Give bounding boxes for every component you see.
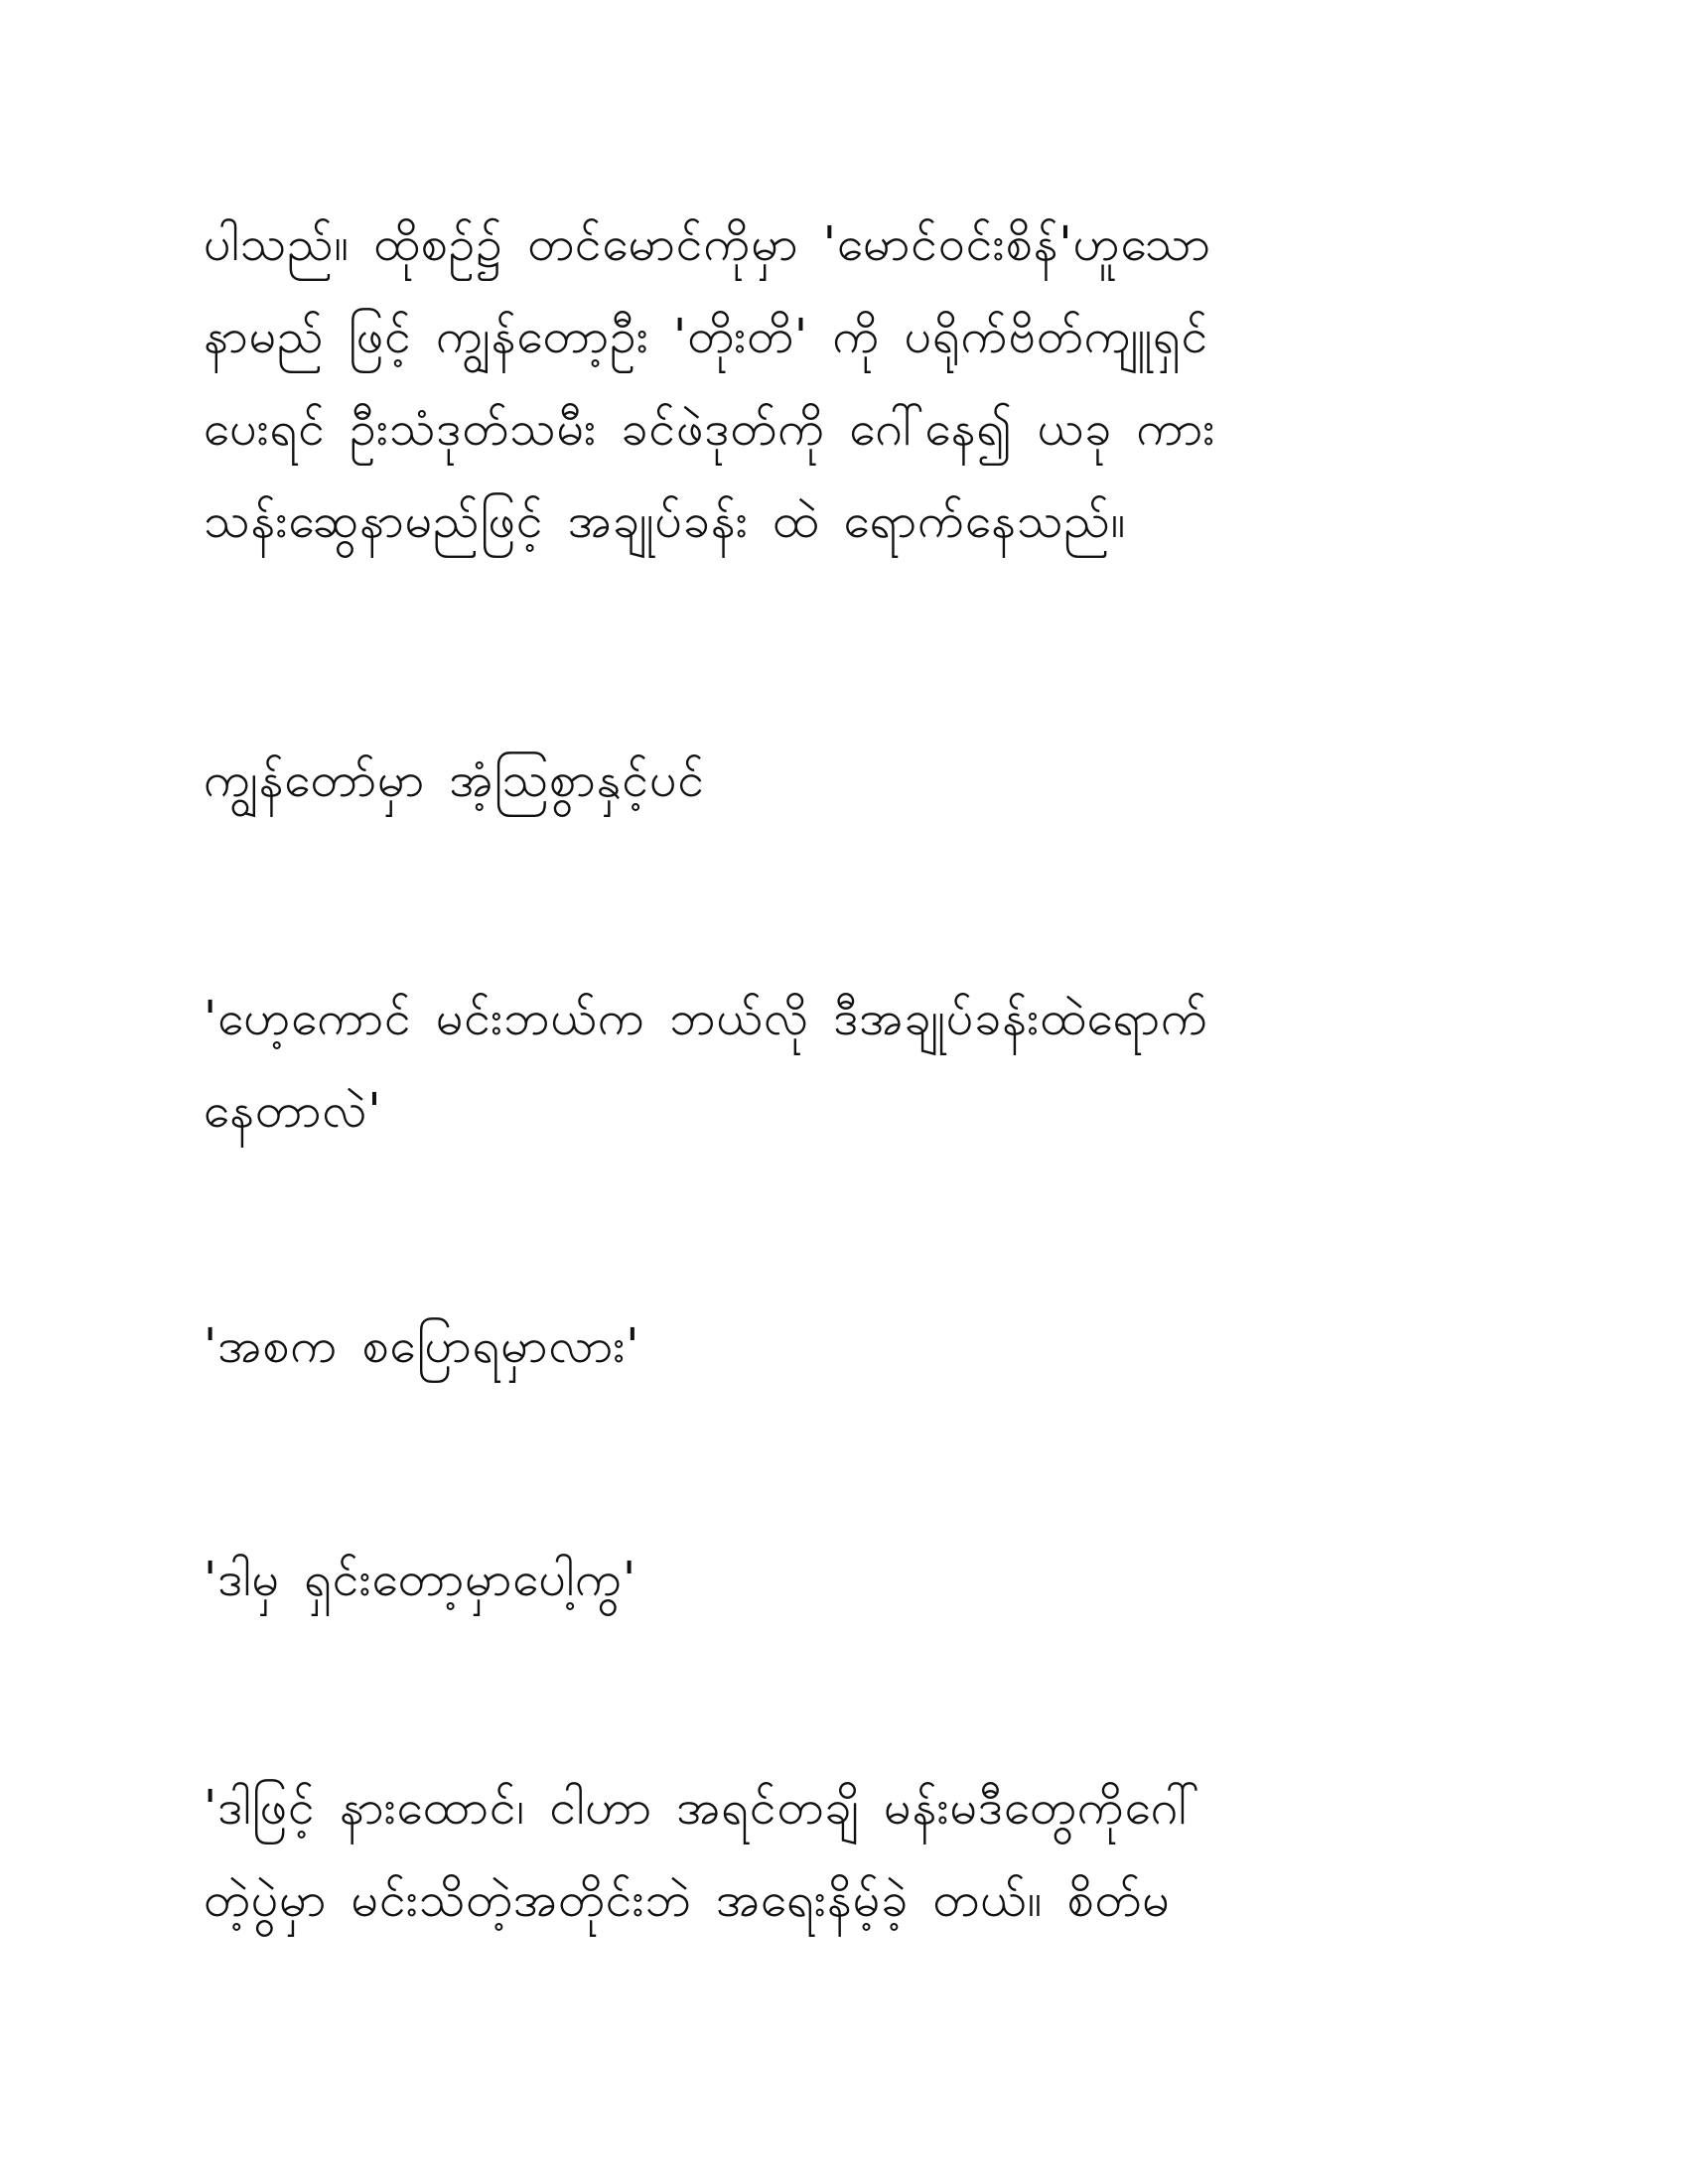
text-line: တဲ့ပွဲမှာ မင်းသိတဲ့အတိုင်းဘဲ အရေးနိမ့်ခဲ့ တယ်။ စိတ်မ (204, 1872, 1171, 1928)
text-line: 'ဟေ့ကောင် မင်းဘယ်က ဘယ်လို ဒီအချုပ်ခန်းထဲရောက် (204, 991, 1208, 1046)
paragraph-4 (204, 1300, 1484, 1393)
paragraph-1 (204, 199, 1484, 568)
text-line: နာမည် ဖြင့် ကျွန်တော့ဦး 'တိုးတိ' ကို ပရိုက်ဗိတ်ကျူရှင် (204, 309, 1209, 364)
paragraph-3 (204, 973, 1484, 1158)
paragraph-5 (204, 1534, 1484, 1626)
text-line: 'ဒါဖြင့် နားထောင်၊ ငါဟာ အရင်တချိ မန်းမဒီတွေကိုဂေါ် (204, 1780, 1200, 1836)
paragraph-2 (204, 735, 1484, 827)
text-line: ပါသည်။ ထိုစဉ်၌ တင်မောင်ကိုမှာ 'မောင်ဝင်းစိန်'ဟူသော (204, 216, 1211, 272)
text-line: ပေးရင် ဦးသံဒုတ်သမီး ခင်ဖဲဒုတ်ကို ဂေါ်နေ၍ ယခု ကား (204, 401, 1216, 457)
text-line: ကျွန်တော်မှာ အံ့သြစွာနှင့်ပင် (204, 752, 706, 808)
text-line: နေတာလဲ' (204, 1083, 382, 1139)
text-line: သန်းဆွေနာမည်ဖြင့် အချုပ်ခန်း ထဲ ရောက်နေသည်။ (204, 493, 1127, 549)
text-line: 'အစက စပြောရမှာလား' (204, 1318, 640, 1374)
paragraph-6 (204, 1762, 1484, 1947)
text-line: 'ဒါမှ ရှင်းတော့မှာပေါ့ကွ' (204, 1552, 637, 1607)
